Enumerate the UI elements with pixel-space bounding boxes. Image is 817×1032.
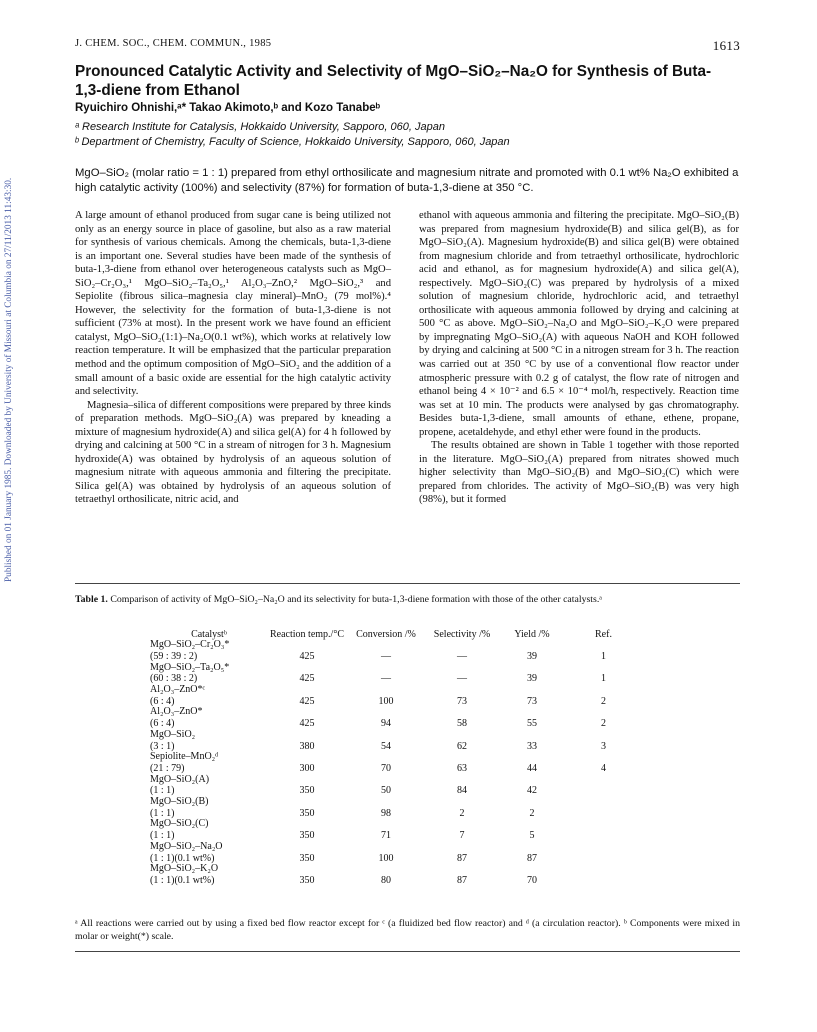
catalyst-name: MgO–SiO₂(A) xyxy=(150,773,210,785)
catalyst-composition: (1 : 1)(0.1 wt%) xyxy=(150,874,215,886)
catalyst-name: MgO–SiO₂(B) xyxy=(150,795,209,807)
selectivity-value: 62 xyxy=(457,740,467,752)
catalyst-composition: (21 : 79) xyxy=(150,762,185,774)
table-caption xyxy=(75,594,740,605)
catalyst-name-row xyxy=(150,730,641,741)
body-column-left xyxy=(75,209,391,507)
catalyst-name: MgO–SiO₂(C) xyxy=(150,818,209,830)
reaction-temperature: 425 xyxy=(299,718,315,730)
table-header-row xyxy=(150,616,641,640)
page-number: 1613 xyxy=(712,38,740,53)
conversion-value: — xyxy=(381,673,391,685)
table-row xyxy=(150,763,641,775)
yield-value: 87 xyxy=(527,852,537,864)
reaction-temperature: 300 xyxy=(299,762,315,774)
catalyst-name-row xyxy=(150,774,641,785)
selectivity-value: — xyxy=(457,673,467,685)
header-selectivity: Selectivity /% xyxy=(433,629,491,640)
reference-number: 4 xyxy=(601,762,606,774)
reaction-temperature: 425 xyxy=(299,673,315,685)
catalyst-composition: (1 : 1) xyxy=(150,807,175,819)
yield-value: 70 xyxy=(527,874,537,886)
reference-number: 3 xyxy=(601,740,606,752)
reaction-temperature: 350 xyxy=(299,807,315,819)
catalyst-name: MgO–SiO₂–K₂O xyxy=(150,863,219,875)
selectivity-value: — xyxy=(457,650,467,662)
yield-value: 42 xyxy=(527,785,537,797)
table-footnote: ᵃ All reactions were carried out by using a fixed bed flow reactor except for ᶜ (a fluidized bed flow reactor) and ᵈ (a circulation reactor). ᵇ Components were mixed in molar or weight(*) scale. xyxy=(75,918,740,942)
selectivity-value: 58 xyxy=(457,718,467,730)
reference-number xyxy=(566,830,641,842)
table-row xyxy=(150,673,641,685)
catalyst-name-row xyxy=(150,707,641,718)
body-paragraph: ethanol with aqueous ammonia and filtering the precipitate. MgO–SiO₂(B) was prepared from magnesium hydroxide(B) and silica gel(B), as for MgO–SiO₂(A). Magnesium hydroxide(B) and silica gel(B) were obtained from magnesium chloride and from tetraethyl orthosilicate, hydrochloric acid and ethanol, as for magnesium hydroxide(A) and silica gel(A), respectively. MgO–SiO₂(C) was prepared by hydrolysis of a mixed solution of magnesium chloride, hydrochloric acid, and tetraethyl orthosilicate with aqueous ammonia followed by drying and calcining at 500 °C as above. MgO–SiO₂–Na₂O and MgO–SiO₂–K₂O were prepared by impregnating MgO–SiO₂(A) with aqueous NaOH and KOH followed by drying and calcining at 500 °C in a nitrogen stream for 3 h. The reaction was carried out at 350 °C by use of a conventional flow reactor under atmospheric pressure with 0.2 g of catalyst, the flow rate of nitrogen and ethanol being 4 × 10⁻² and 6.5 × 10⁻⁴ mol/h, respectively. Reaction time was set at 10 min. The products were analysed by gas chromatography. Besides buta-1,3-diene, small amounts of ethane, ethene, propane, propene, acetaldehyde, and ethyl ether were found in the products. xyxy=(419,210,739,438)
conversion-value: 71 xyxy=(381,830,391,842)
selectivity-value: 2 xyxy=(459,807,465,819)
catalyst-composition: (1 : 1) xyxy=(150,830,175,842)
catalyst-name-row xyxy=(150,752,641,763)
yield-value: 2 xyxy=(529,807,535,819)
table-label: Table 1. xyxy=(75,594,108,605)
table-row xyxy=(150,740,641,752)
catalyst-name: MgO–SiO₂–Cr₂O₃* xyxy=(150,639,230,651)
results-table xyxy=(150,616,641,886)
table-row xyxy=(150,785,641,797)
body-paragraph: The results obtained are shown in Table 1 together with those reported in the literature. MgO–SiO₂(A) prepared from nitrates showed much higher selectivity than MgO–SiO₂(B) and MgO–SiO₂(C) which were prepared from chlorides. The activity of MgO–SiO₂(B) was very high (98%), but it formed xyxy=(419,440,739,506)
reference-number xyxy=(566,852,641,864)
catalyst-name-row xyxy=(150,685,641,696)
reference-number: 1 xyxy=(601,673,606,685)
catalyst-composition: (6 : 4) xyxy=(150,695,175,707)
catalyst-name-row xyxy=(150,864,641,875)
yield-value: 5 xyxy=(529,830,535,842)
table-row xyxy=(150,875,641,887)
reference-number xyxy=(566,875,641,887)
table-body xyxy=(150,640,641,886)
table-row xyxy=(150,830,641,842)
reaction-temperature: 425 xyxy=(299,695,315,707)
catalyst-composition: (60 : 38 : 2) xyxy=(150,673,198,685)
conversion-value: 100 xyxy=(378,695,394,707)
conversion-value: 50 xyxy=(381,785,391,797)
selectivity-value: 84 xyxy=(457,785,467,797)
yield-value: 39 xyxy=(527,673,537,685)
catalyst-name: Sepiolite–MnO₂ᵈ xyxy=(150,751,219,763)
reaction-temperature: 350 xyxy=(299,874,315,886)
catalyst-name-row xyxy=(150,662,641,673)
catalyst-composition: (1 : 1) xyxy=(150,785,175,797)
conversion-value: 94 xyxy=(381,718,391,730)
table-row xyxy=(150,651,641,663)
author-list: Ryuichiro Ohnishi,ᵃ* Takao Akimoto,ᵇ and Kozo Tanabeᵇ xyxy=(75,102,381,114)
header-catalyst: Catalystᵇ xyxy=(191,629,227,640)
conversion-value: 100 xyxy=(378,852,394,864)
reaction-temperature: 380 xyxy=(299,740,315,752)
reference-number: 1 xyxy=(601,650,606,662)
header-temperature: Reaction temp./°C xyxy=(270,629,344,640)
catalyst-composition: (3 : 1) xyxy=(150,740,175,752)
body-column-right xyxy=(419,209,739,507)
running-head xyxy=(75,38,740,54)
table-row xyxy=(150,807,641,819)
header-reference: Ref. xyxy=(595,629,612,640)
yield-value: 44 xyxy=(527,762,537,774)
catalyst-name: MgO–SiO₂ xyxy=(150,728,196,740)
catalyst-composition: (59 : 39 : 2) xyxy=(150,650,198,662)
affiliation-a: ᵃ Research Institute for Catalysis, Hokkaido University, Sapporo, 060, Japan xyxy=(75,121,445,133)
selectivity-value: 87 xyxy=(457,874,467,886)
body-paragraph: A large amount of ethanol produced from sugar cane is being utilized not only as an energy source in place of gasoline, but also as a raw material for synthesis of various chemicals. Among the chemicals, buta-1,3-diene is an important one. Several studies have been made of the synthesis of buta-1,3-diene from ethanol over heterogeneous catalysts such as MgO–SiO₂–Cr₂O₃,¹ MgO–SiO₂–Ta₂O₅,¹ Al₂O₃–ZnO,² MgO–SiO₂,³ and Sepiolite (fibrous silica–magnesia clay mineral)–MnO₂ (79 mol%).⁴ However, the selectivity for the formation of buta-1,3-diene is not sufficient (73% at most). In the present work we have found an efficient catalyst, MgO–SiO₂(1:1)–Na₂O(0.1 wt%), which works at relatively low reaction temperature. It will be emphasized that the particular preparation method and the optimum composition of MgO–SiO₂ and the addition of a small amount of a basic oxide are essential for the high catalytic activity and selectivity. xyxy=(75,210,391,398)
selectivity-value: 87 xyxy=(457,852,467,864)
catalyst-composition: (6 : 4) xyxy=(150,718,175,730)
article-title: Pronounced Catalytic Activity and Selectivity of MgO–SiO₂–Na₂O for Synthesis of Buta-1,3-diene from Ethanol xyxy=(75,63,712,99)
reference-number xyxy=(566,807,641,819)
conversion-value: 98 xyxy=(381,807,391,819)
header-conversion: Conversion /% xyxy=(356,629,416,640)
reaction-temperature: 350 xyxy=(299,852,315,864)
body-paragraph: Magnesia–silica of different compositions were prepared by three kinds of preparation methods. MgO–SiO₂(A) was prepared by kneading a mixture of magnesium hydroxide(A) and silica gel(A) for 4 h followed by drying and calcining at 500 °C in a stream of nitrogen for 3 h. Magnesium hydroxide(A) was obtained by hydrolysis of an aqueous solution of magnesium nitrate with aqueous ammonia and filtering the precipitate. Silica gel(A) was obtained by hydrolysis of an aqueous solution of tetraethyl orthosilicate, nitric acid, and xyxy=(75,399,391,506)
abstract: MgO–SiO₂ (molar ratio = 1 : 1) prepared from ethyl orthosilicate and magnesium nitrate and promoted with 0.1 wt% Na₂O exhibited a high catalytic activity (100%) and selectivity (87%) for formation of buta-1,3-diene at 350 °C. xyxy=(75,167,739,194)
selectivity-value: 7 xyxy=(459,830,465,842)
reference-number xyxy=(566,785,641,797)
catalyst-name: Al₂O₃–ZnO* xyxy=(150,706,203,718)
table-row xyxy=(150,852,641,864)
reaction-temperature: 350 xyxy=(299,785,315,797)
selectivity-value: 63 xyxy=(457,762,467,774)
header-yield: Yield /% xyxy=(514,629,550,640)
reaction-temperature: 350 xyxy=(299,830,315,842)
conversion-value: 80 xyxy=(381,874,391,886)
selectivity-value: 73 xyxy=(457,695,467,707)
conversion-value: 54 xyxy=(381,740,391,752)
catalyst-name: Al₂O₃–ZnO*ᶜ xyxy=(150,683,206,695)
yield-value: 55 xyxy=(527,718,537,730)
table-top-rule xyxy=(75,583,740,584)
footnote-bottom-rule xyxy=(75,951,740,952)
reference-number: 2 xyxy=(601,718,606,730)
conversion-value: 70 xyxy=(381,762,391,774)
download-provenance-note[interactable]: Published on 01 January 1985. Downloaded by University of Missouri at Columbia on 27/11/2013 11:43:30. xyxy=(4,177,14,583)
catalyst-name-row xyxy=(150,842,641,853)
table-row xyxy=(150,718,641,730)
yield-value: 73 xyxy=(527,695,537,707)
catalyst-composition: (1 : 1)(0.1 wt%) xyxy=(150,852,215,864)
reference-number: 2 xyxy=(601,695,606,707)
journal-citation: J. CHEM. SOC., CHEM. COMMUN., 1985 xyxy=(75,38,272,49)
reaction-temperature: 425 xyxy=(299,650,315,662)
catalyst-name-row xyxy=(150,797,641,808)
affiliation-b: ᵇ Department of Chemistry, Faculty of Science, Hokkaido University, Sapporo, 060, Japan xyxy=(75,136,510,148)
catalyst-name-row xyxy=(150,640,641,651)
table-caption-text: Comparison of activity of MgO–SiO₂–Na₂O and its selectivity for buta-1,3-diene formation with those of the other catalysts.ᵃ xyxy=(110,594,602,605)
catalyst-name: MgO–SiO₂–Ta₂O₅* xyxy=(150,661,230,673)
yield-value: 39 xyxy=(527,650,537,662)
yield-value: 33 xyxy=(527,740,537,752)
catalyst-name: MgO–SiO₂–Na₂O xyxy=(150,840,223,852)
table-row xyxy=(150,695,641,707)
conversion-value: — xyxy=(381,650,391,662)
catalyst-name-row xyxy=(150,819,641,830)
